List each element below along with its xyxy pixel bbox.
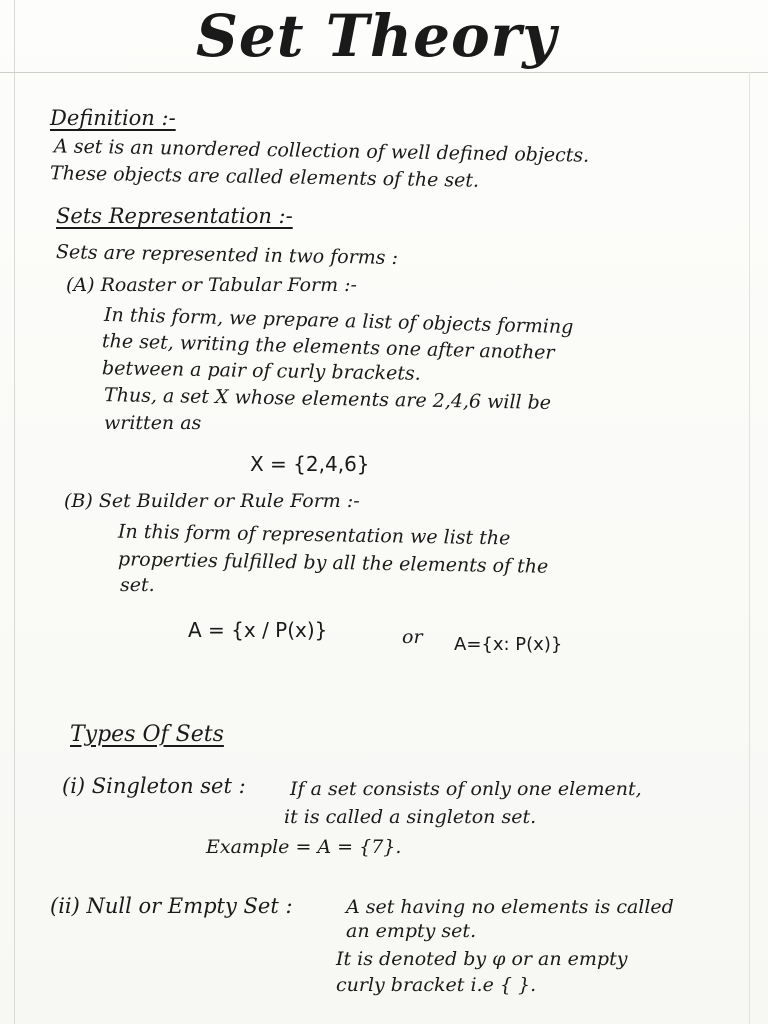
definition-line-2: These objects are called elements of the set. (49, 162, 480, 192)
representation-intro: Sets are represented in two forms : (55, 241, 399, 269)
margin-line (14, 0, 15, 1024)
builder-heading: (B) Set Builder or Rule Form :- (64, 490, 360, 512)
null-line-4: curly bracket i.e { }. (336, 974, 537, 996)
null-label: (ii) Null or Empty Set : (50, 894, 293, 918)
representation-heading: Sets Representation :- (56, 204, 293, 228)
singleton-line-2: it is called a singleton set. (284, 806, 537, 828)
builder-example-or: or (402, 626, 423, 648)
definition-line-1: A set is an unordered collection of well defined objects. (53, 135, 590, 167)
roster-line-5: written as (104, 412, 202, 434)
builder-example-a: A = {x / P(x)} (188, 618, 328, 642)
roster-line-4: Thus, a set X whose elements are 2,4,6 will be (103, 384, 552, 414)
builder-line-2: properties fulfilled by all the elements of the (117, 548, 549, 578)
null-line-3: It is denoted by φ or an empty (336, 948, 628, 970)
null-line-1: A set having no elements is called (346, 896, 674, 918)
builder-line-1: In this form of representation we list the (117, 520, 511, 550)
types-heading: Types Of Sets (70, 722, 224, 747)
roster-example: X = {2,4,6} (250, 452, 370, 476)
definition-heading: Definition :- (50, 106, 176, 130)
builder-line-3: set. (120, 574, 155, 596)
singleton-example: Example = A = {7}. (206, 836, 402, 858)
page-edge (749, 72, 750, 1024)
roster-heading: (A) Roaster or Tabular Form :- (66, 274, 357, 296)
null-line-2: an empty set. (346, 920, 477, 942)
roster-line-2: the set, writing the elements one after another (101, 330, 555, 364)
singleton-line-1: If a set consists of only one element, (290, 778, 642, 800)
top-rule (0, 72, 768, 73)
builder-example-b: A={x: P(x)} (454, 634, 563, 655)
page-title: Set Theory (196, 2, 557, 70)
singleton-label: (i) Singleton set : (62, 774, 246, 798)
roster-line-3: between a pair of curly brackets. (101, 357, 422, 385)
roster-line-1: In this form, we prepare a list of objects forming (103, 303, 574, 339)
